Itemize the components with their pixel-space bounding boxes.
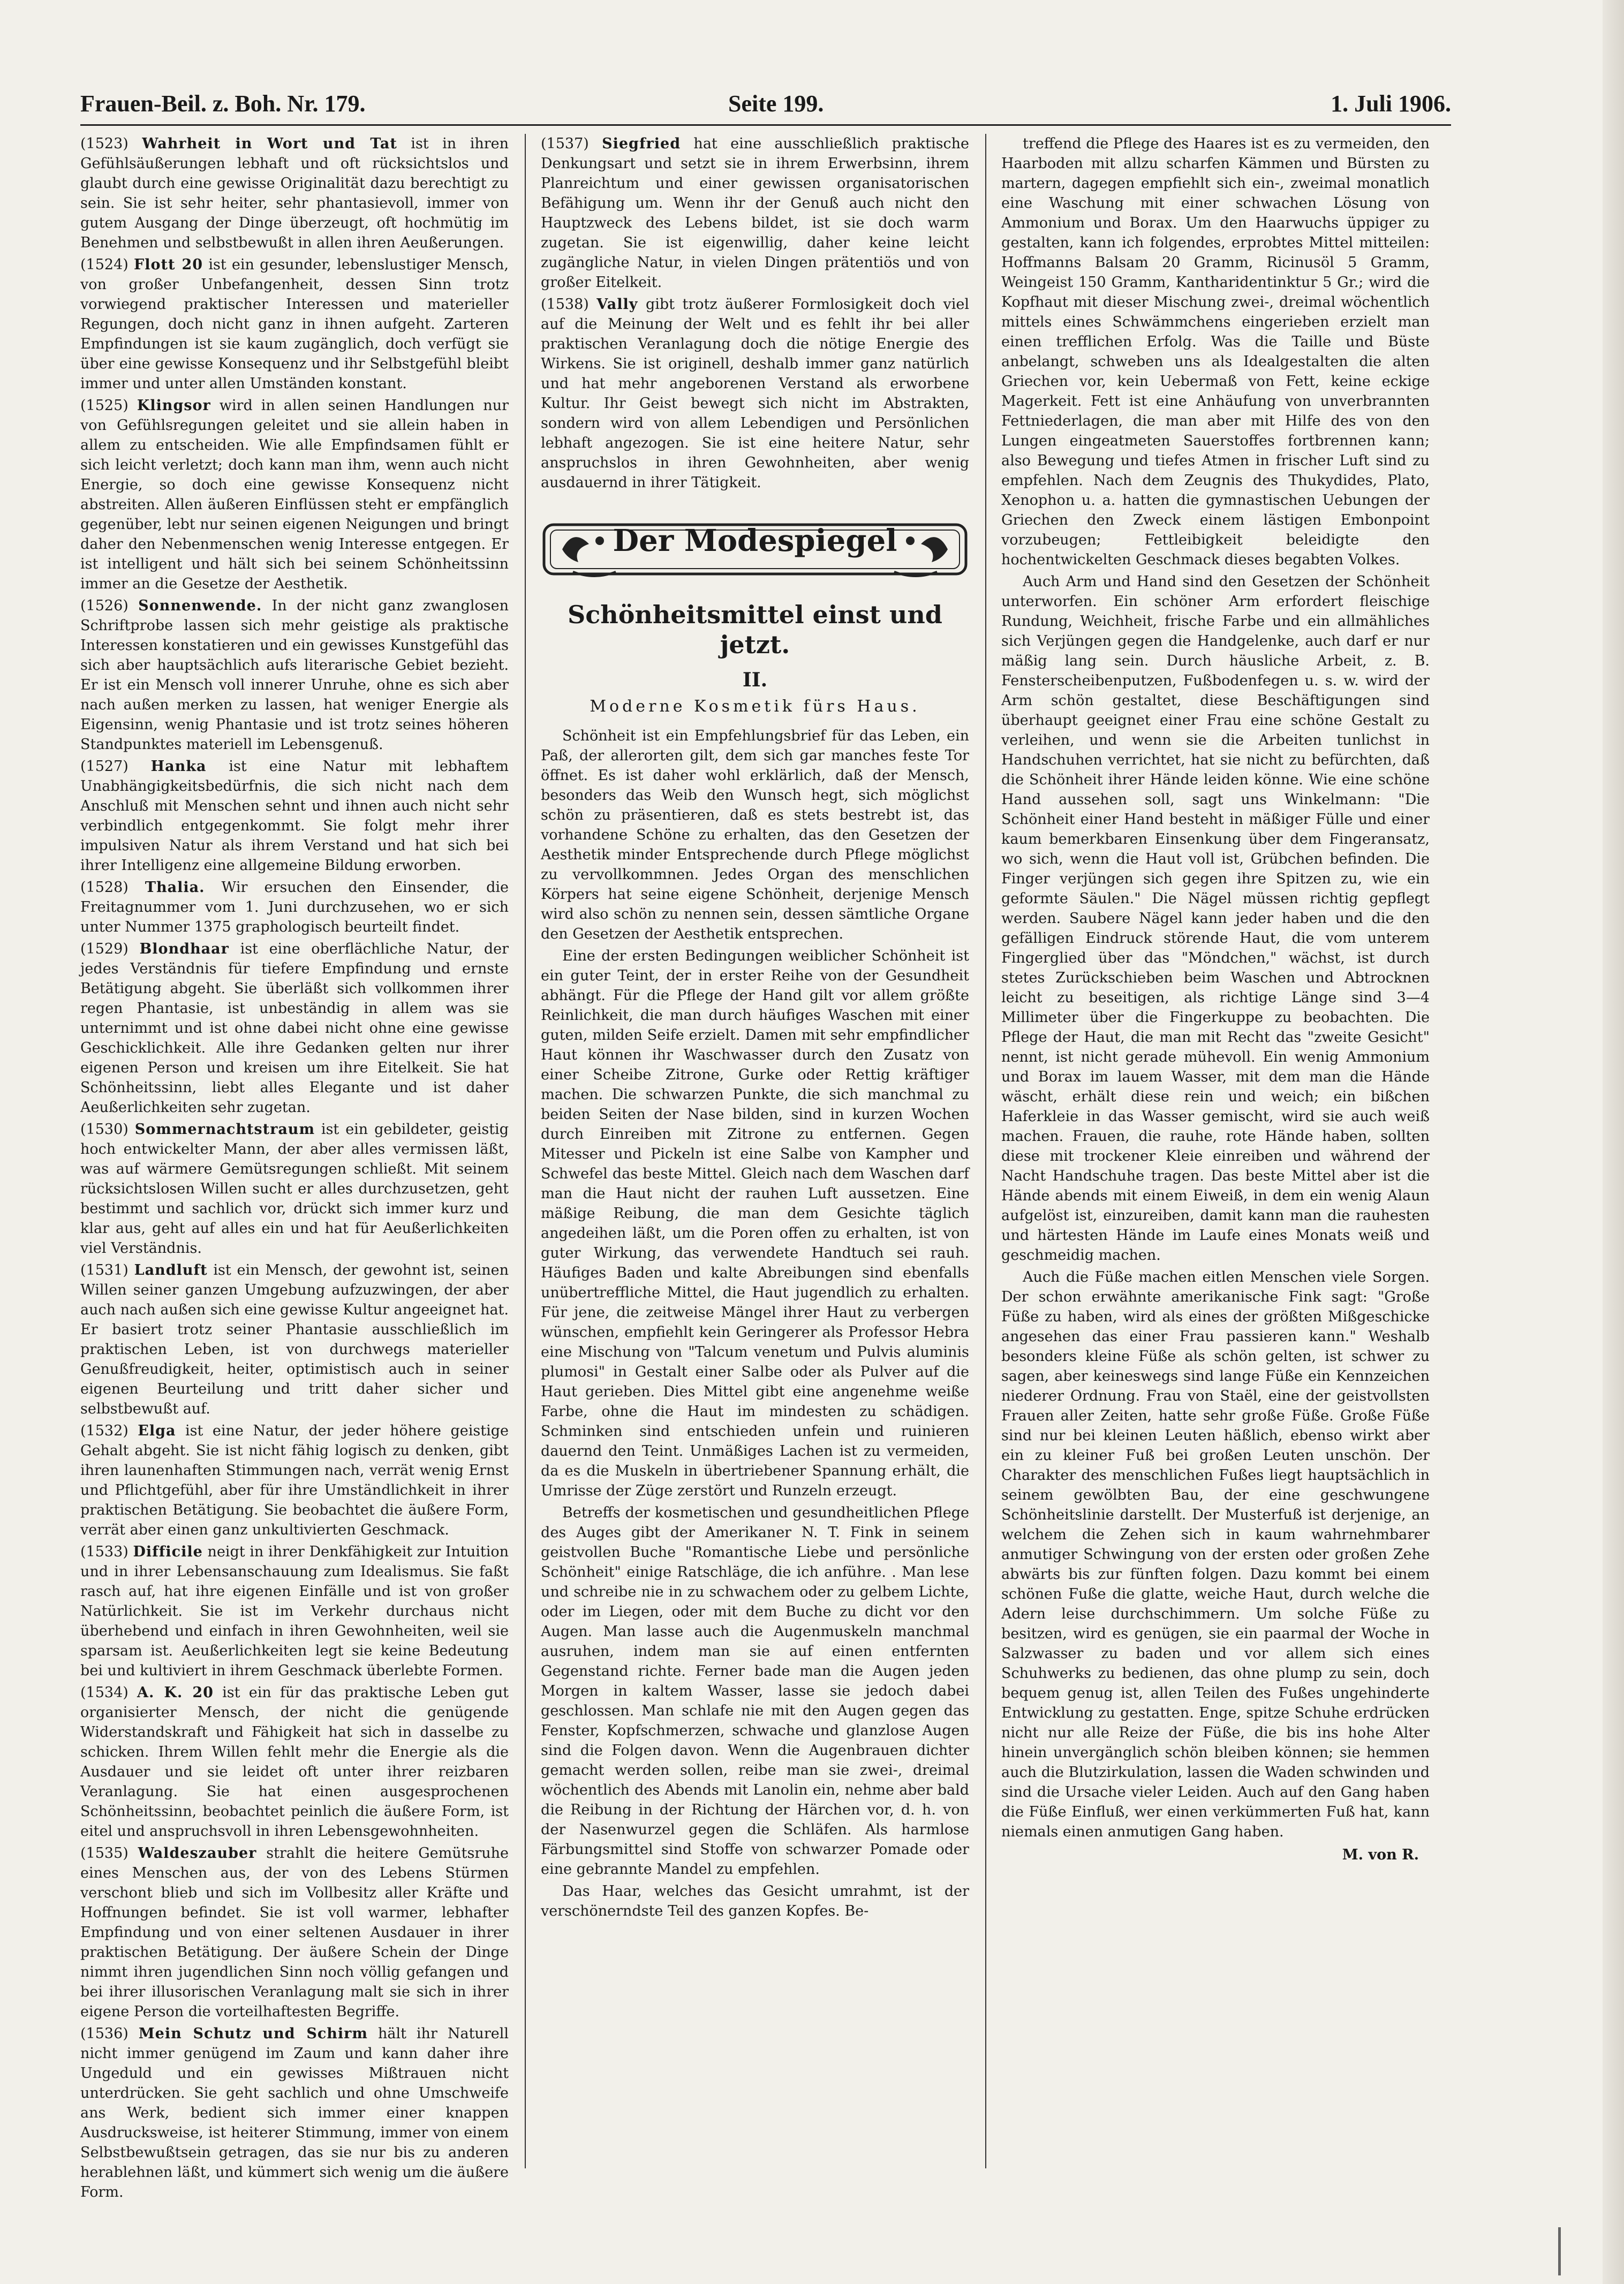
entry-number: (1535): [80, 1845, 138, 1862]
entry-text: Wir ersuchen den Einsender, die Freitagnummer vom 1. Juni durchzusehen, wo er sich unter Nummer 1375 graphologisch beurteilt findet.: [80, 879, 509, 935]
entry-keyword: Mein Schutz und Schirm: [138, 2025, 368, 2042]
graphology-entry: [80, 757, 509, 875]
entry-number: (1536): [80, 2025, 139, 2042]
entry-text: gibt trotz äußerer Formlosigkeit doch viel auf die Meinung der Welt und es fehlt ihr bei aller praktischen Veranlagung doch die nötige Energie des Wirkens. Sie ist originell, deshalb immer ganz natürlich und hat mehr angeborenen Verstand als erworbene Kultur. Ihr Geist bewegt sich nicht im Abstrakten, sondern wird von allem Lebendigen und Persönlichen lebhaft angezogen. Sie ist eine heitere Natur, sehr anspruchslos in ihren Gewohnheiten, aber wenig ausdauernd in ihrer Tätigkeit.: [541, 296, 969, 491]
entry-text: neigt in ihrer Denkfähigkeit zur Intuition und in ihrer Lebensanschauung zum Idealismus. Sie faßt rasch auf, hat ihre eigenen Einfälle und ist von großer Natürlichkeit. Sie ist im Verkehr durchaus nicht überhebend und einfach in ihren Gewohnheiten, weil sie sparsam ist. Aeußerlichkeiten legt sie keine Bedeutung bei und kultiviert in ihrem Geschmack überlebte Formen.: [80, 1544, 509, 1679]
entry-keyword: Wahrheit in Wort und Tat: [142, 135, 397, 152]
entry-number: (1537): [541, 135, 602, 152]
article-part: II.: [742, 669, 768, 691]
graphology-continuation: [541, 134, 969, 493]
entry-keyword: Difficile: [133, 1544, 203, 1560]
graphology-entry: [80, 878, 509, 937]
running-header: [80, 80, 1451, 119]
entry-text: ist ein gesunder, lebenslustiger Mensch, von großer Unbefangenheit, dessen Sinn trotz vorwiegend praktischer Interessen und materieller Regungen, doch nicht ganz in ihnen aufgeht. Zarteren Empfindungen ist sie kaum zugänglich, doch verfügt sie über eine gewisse Konsequenz und ihr Selbstgefühl bleibt immer und unter allen Umständen konstant.: [80, 256, 509, 392]
graphology-entry: [80, 2024, 509, 2202]
entry-keyword: Flott 20: [134, 256, 203, 273]
graphology-entry: [80, 1683, 509, 1841]
article-paragraph: Auch die Füße machen eitlen Menschen viele Sorgen. Der schon erwähnte amerikanische Fink sagt: "Große Füße zu haben, wird als eines der größten Mißgeschicke angesehen das einer Frau passieren kann." Weshalb besonders kleine Füße als schön gelten, ist schwer zu sagen, aber keineswegs sind lange Füße ein Kennzeichen niederer Ordnung. Frau von Staël, eine der geistvollsten Frauen aller Zeiten, hatte sehr große Füße. Große Füße sind nur bei kleinen Leuten häßlich, ebenso wirkt aber ein zu kleiner Fuß bei großen Leuten unschön. Der Charakter des menschlichen Fußes liegt hauptsächlich in seinem gewölbten Bau, der eine geschwungene Schönheitslinie darstellt. Der Musterfuß ist derjenige, an welchem die Zehen sich in kaum wahrnehmbarer anmutiger Schwingung von der ersten oder großen Zehe abwärts bis zur fünften folgen. Dazu kommt bei einem schönen Fuße die glatte, weiche Haut, durch welche die Adern leise durchschimmern. Um solche Füße zu besitzen, wird es genügen, sie ein paarmal der Woche in Salzwasser zu baden und vor allem sich eines Schuhwerks zu bedienen, das ohne plump zu sein, doch bequem genug ist, allen Teilen des Fußes ungehinderte Entwicklung zu gestatten. Enge, spitze Schuhe erdrücken nicht nur alle Reize der Füße, die bis ins hohe Alter hinein unvergänglich schön bleiben können; sie hemmen auch die Blutzirkulation, lassen die Waden schwinden und sind die Ursache vieler Leiden. Auch auf den Gang haben die Füße Einfluß, wer einen verkümmerten Fuß hat, kann niemals einen anmutigen Gang haben.: [1001, 1269, 1430, 1840]
article-body-center: [541, 726, 969, 1921]
banner-title: Der Modespiegel: [613, 523, 897, 558]
entry-number: (1523): [80, 135, 142, 152]
entry-number: (1529): [80, 941, 140, 957]
article-body-right: [1001, 134, 1430, 1842]
modespiegel-banner: [541, 514, 969, 584]
entry-keyword: Thalia.: [145, 879, 205, 896]
entry-keyword: Elga: [138, 1423, 176, 1439]
entry-text: ist eine Natur mit lebhaftem Unabhängigkeitsbedürfnis, die sich nicht nach dem Anschluß mit Menschen sehnt und ihnen auch nicht sehr verbindlich entgegenkommt. Sie folgt mehr ihrer impulsiven Natur als ihrem Verstand und hat sich bei ihrer Intelligenz eine allgemeine Bildung erworben.: [80, 758, 509, 874]
graphology-entry: [80, 396, 509, 594]
graphology-entry: [80, 1421, 509, 1540]
article-paragraph: Eine der ersten Bedingungen weiblicher Schönheit ist ein guter Teint, der in erster Reihe von der Gesundheit abhängt. Für die Pflege der Hand gilt vor allem größte Reinlichkeit, die man durch häufiges Waschen mit einer guten, milden Seife erzielt. Damen mit sehr empfindlicher Haut können ihr Waschwasser durch den Zusatz von einer Scheibe Zitrone, Gurke oder Rettig kräftiger machen. Die schwarzen Punkte, die sich manchmal zu beiden Seiten der Nase bilden, sind in kurzen Wochen durch Einreiben mit Zitrone zu entfernen. Gegen Mitesser und Pickeln ist eine Salbe von Kampher und Schwefel das beste Mittel. Gleich nach dem Waschen darf man die Haut nicht der rauhen Luft aussetzen. Eine mäßige Reibung, die man dem Gesichte täglich angedeihen läßt, um die Poren offen zu erhalten, ist von guter Wirkung, das verwendete Handtuch sei rauh. Häufiges Baden und kalte Abreibungen sind ebenfalls unübertreffliche Mittel, die Haut jugendlich zu erhalten. Für jene, die zeitweise Mängel ihrer Haut zu verbergen wünschen, empfiehlt kein Geringerer als Professor Hebra eine Mischung von "Talcum venetum und Pulvis aluminis plumosi" in Gestalt einer Salbe oder als Pulver auf die Haut gerieben. Dies Mittel gibt eine angenehme weiße Farbe, ohne die Haut im mindesten zu schädigen. Schminken sind entschieden unfein und ruinieren dauernd den Teint. Unmäßiges Lachen ist zu vermeiden, da es die Muskeln in übertriebener Spannung erhält, die Umrisse der Züge zerstört und Runzeln erzeugt.: [541, 948, 969, 1499]
header-left: Frauen-Beil. z. Boh. Nr. 179.: [80, 90, 366, 117]
entry-number: (1524): [80, 256, 134, 273]
entry-keyword: Hanka: [150, 758, 207, 775]
entry-text: ist ein Mensch, der gewohnt ist, seinen Willen seiner ganzen Umgebung aufzuzwingen, der aber auch nach außen sich eine gewisse Kultur angeeignet hat. Er basiert trotz seiner Phantasie ausschließlich im praktischen Leben, ist von durchwegs materieller Genußfreudigkeit, heiter, optimistisch auch in seiner eigenen Beurteilung und tritt daher sicher und selbstbewußt auf.: [80, 1262, 509, 1417]
entry-number: (1533): [80, 1544, 133, 1560]
entry-number: (1530): [80, 1121, 135, 1138]
graphology-entry: [541, 294, 969, 493]
entry-text: hält ihr Naturell nicht immer genügend im Zaum und kann daher ihre Ungeduld und ein gewisses Mißtrauen nicht unterdrücken. Sie geht sachlich und ohne Umschweife ans Werk, bedient sich immer einer knappen Ausdrucksweise, ist heiterer Stimmung, immer von einem Selbstbewußtsein getragen, das sie nur bis zu anderen herablehnen läßt, und kümmert sich wenig um die äußere Form.: [80, 2025, 509, 2200]
column-center: [541, 134, 969, 1923]
header-right: 1. Juli 1906.: [1331, 90, 1451, 117]
entry-text: ist ein für das praktische Leben gut organisierter Mensch, der nicht die genügende Widerstandskraft und Fähigkeit hat sich in dasselbe zu schicken. Ihrem Willen fehlt mehr die Energie als die Ausdauer und sie leidet oft unter ihrer reizbaren Veranlagung. Sie hat einen ausgesprochenen Schönheitssinn, beobachtet peinlich die äußere Form, ist eitel und anspruchsvoll in ihren Lebensgewohnheiten.: [80, 1684, 509, 1840]
entry-text: In der nicht ganz zwanglosen Schriftprobe lassen sich mehr geistige als praktische Interessen konstatieren und ein gewisses Kunstgefühl das sich aber hauptsächlich aufs literarische Gebiet bezieht. Er ist ein Mensch voll innerer Unruhe, ohne es sich aber nach außen merken zu lassen, hat weniger Energie als Eigensinn, wenig Phantasie und ist trotz seines höheren Standpunktes materiell im Lebensgenuß.: [80, 598, 509, 753]
article-title: Schönheitsmittel einst und jetzt.: [568, 600, 942, 659]
entry-text: strahlt die heitere Gemütsruhe eines Menschen aus, der von des Lebens Stürmen verschont blieb und sich im Vollbesitz aller Kräfte und Hoffnungen befindet. Sie ist voll warmer, lebhafter Empfindung und von einer seltenen Ausdauer in ihrer praktischen Betätigung. Der äußere Schein der Dinge nimmt ihren jugendlichen Sinn noch völlig gefangen und bei ihrer illusorischen Veranlagung malt sie sich in ihrer eigene Person die vorteilhaftesten Begriffe.: [80, 1845, 509, 2020]
entry-text: ist in ihren Gefühlsäußerungen lebhaft und oft rücksichtslos und glaubt durch eine gewisse Originalität dazu berechtigt zu sein. Sie ist sehr heiter, sehr phantasievoll, immer von gutem Ausgang der Dinge überzeugt, oft hochmütig im Benehmen und selbstbewußt in allen ihren Aeußerungen.: [80, 135, 509, 251]
graphology-entry: [80, 1260, 509, 1419]
entry-number: (1528): [80, 879, 145, 896]
graphology-entry: [80, 939, 509, 1117]
graphology-entry: [80, 255, 509, 394]
entry-text: ist eine oberflächliche Natur, der jedes Verständnis für tiefere Empfindung und ernste Betätigung abgeht. Sie überläßt sich vollkommen ihrer regen Phantasie, ist unbeständig in allem was sie unternimmt und ist ohne dabei nicht ohne eine gewisse Geschicklichkeit. Alle ihre Gedanken gelten nur ihrer eigenen Person und kreisen um ihre Eitelkeit. Sie hat Schönheitssinn, liebt alles Elegante und ist daher Aeußerlichkeiten sehr zugetan.: [80, 941, 509, 1116]
entry-text: hat eine ausschließlich praktische Denkungsart und setzt sie in ihrem Erwerbsinn, ihrem Planreichtum und einer gewissen organisatorischen Befähigung um. Wenn ihr der Genuß auch nicht den Hauptzweck des Lebens bildet, ist sie doch warm zugetan. Sie ist eigenwillig, daher keine leicht zugängliche Natur, in vielen Dingen prätentiös und von großer Eitelkeit.: [541, 135, 969, 291]
article-paragraph: Auch Arm und Hand sind den Gesetzen der Schönheit unterworfen. Ein schöner Arm erfordert fleischige Rundung, Weichheit, frische Farbe und ein allmähliches sich Verjüngen gegen die Handgelenke, auch darf er nur mäßig lang sein. Durch häusliche Arbeit, z. B. Fensterscheibenputzen, Fußbodenfegen u. s. w. wird der Arm schön gestaltet, diese Beschäftigungen sind überhaupt geeignet einer Frau eine schöne Gestalt zu verleihen, und wenn sie die Arbeiten tunlichst in Handschuhen verrichtet, hat sie nicht zu befürchten, daß die Schönheit ihrer Hände leiden könne. Wie eine schöne Hand aussehen soll, sagt uns Winkelmann: "Die Schönheit einer Hand besteht in mäßiger Fülle und einer kaum bemerkbaren Einsenkung über dem Fingeransatz, wo sich, wenn die Haut voll ist, Grübchen befinden. Die Finger verjüngen sich gegen ihre Spitzen zu, wie ein geformte Säulen." Die Nägel müssen richtig gepflegt werden. Saubere Nägel kann jeder haben und die den gefälligen Eindruck störende Haut, die vom unterem Fingerglied über das "Möndchen," wächst, ist durch stetes Zurückschieben beim Waschen und Abtrocknen leicht zu beseitigen, als richtige Länge sind 3—4 Millimeter über die Fingerkuppe zu beobachten. Die Pflege der Haut, die man mit Recht das "zweite Gesicht" nennt, ist nicht gerade mühevoll. Ein wenig Ammonium und Borax im lauem Wasser, mit dem man die Hände wäscht, erhält diese rein und weich; ein bißchen Haferkleie in das Wasser gemischt, wird sie auch weiß machen. Frauen, die rauhe, rote Hände haben, sollten diese mit trockener Kleie einreiben und während der Nacht Handschuhe tragen. Das beste Mittel aber ist die Hände abends mit einem Eiweiß, in dem ein wenig Alaun aufgelöst ist, einzureiben, damit kann man die rauhesten und härtesten Hände im Laufe eines Monats weiß und geschmeidig machen.: [1001, 573, 1430, 1264]
graphology-entry: [541, 134, 969, 292]
entry-number: (1526): [80, 598, 139, 614]
article-paragraph: Das Haar, welches das Gesicht umrahmt, ist der verschönerndste Teil des ganzen Kopfes. Be-: [541, 1883, 969, 1919]
entry-number: (1531): [80, 1262, 134, 1279]
entry-keyword: A. K. 20: [137, 1684, 214, 1701]
entry-text: ist eine Natur, der jeder höhere geistige Gehalt abgeht. Sie ist nicht fähig logisch zu denken, gibt ihren launenhaften Stimmungen nach, verrät wenig Ernst und Pflichtgefühl, aber für ihre Umständlichkeit in ihrer praktischen Betätigung. Sie beobachtet die äußere Form, verrät aber einen ganz unkultivierten Geschmack.: [80, 1423, 509, 1538]
column-rule-2: [985, 134, 986, 2168]
entry-keyword: Landluft: [134, 1262, 208, 1279]
column-right: [1001, 134, 1430, 1865]
entry-number: (1534): [80, 1684, 138, 1701]
header-center: Seite 199.: [728, 90, 824, 117]
entry-keyword: Blondhaar: [139, 941, 229, 957]
graphology-entry: [80, 134, 509, 253]
entry-keyword: Klingsor: [137, 397, 211, 414]
entry-number: (1532): [80, 1423, 138, 1439]
column-graphology-1: [80, 134, 509, 2204]
entry-number: (1538): [541, 296, 597, 313]
entry-text: wird in allen seinen Handlungen nur von Gefühlsregungen geleitet und sie allein haben in allem zu entscheiden. Wie alle Empfindsamen fühlt er sich leicht verletzt; doch kann man ihm, wenn auch nicht Energie, so doch eine gewisse Konsequenz nicht abstreiten. Allen äußeren Einflüssen steht er empfänglich gegenüber, lebt nur seinen eigenen Neigungen und bringt daher den Nebenmenschen wenig Interesse entgegen. Er ist intelligent und hält sich bei seinem Schönheitssinn immer an die Gesetze der Aesthetik.: [80, 397, 509, 592]
entry-keyword: Sonnenwende.: [138, 598, 262, 614]
article-signature: M. von R.: [1342, 1847, 1419, 1863]
column-rule-1: [525, 134, 526, 2168]
entry-keyword: Vally: [596, 296, 638, 313]
entry-keyword: Waldeszauber: [138, 1845, 257, 1862]
entry-keyword: Siegfried: [602, 135, 681, 152]
article-paragraph: Betreffs der kosmetischen und gesundheitlichen Pflege des Auges gibt der Amerikaner N. T. Fink in seinem geistvollen Buche "Romantische Liebe und persönliche Schönheit" einige Ratschläge, die ich anführe. . Man lese und schreibe nie in zu schwachem oder zu gelbem Lichte, oder im Liegen, oder mit dem Buche zu dicht vor den Augen. Man lasse auch die Augenmuskeln manchmal ausruhen, indem man sie auf einen entfernten Gegenstand richte. Ferner bade man die Augen jeden Morgen in kaltem Wasser, lasse sie jedoch dabei geschlossen. Man schlafe nie mit den Augen gegen das Fenster, Kopfschmerzen, schwache und glanzlose Augen sind die Folgen davon. Wenn die Augenbrauen dichter gemacht werden sollen, reibe man sie zwei-, dreimal wöchentlich des Abends mit Lanolin ein, nehme aber bald die Reibung in der Richtung der Härchen vor, d. h. von der Nasenwurzel gegen die Schläfen. Als harmlose Färbungsmittel sind Stoffe von schwarzer Pomade oder eine gebrannte Mandel zu empfehlen.: [541, 1504, 969, 1878]
graphology-entry: [80, 596, 509, 754]
article-paragraph: Schönheit ist ein Empfehlungsbrief für das Leben, ein Paß, der allerorten gilt, dem sich gar manches feste Tor öffnet. Es ist daher wohl erklärlich, daß der Mensch, besonders das Weib den Wunsch hegt, sich möglichst schön zu präsentieren, daß es stets bestrebt ist, das vorhandene Schöne zu erhalten, das den Gesetzen der Aesthetik minder Entsprechende durch Pflege möglichst zu vervollkommnen. Jedes Organ des menschlichen Körpers hat seine eigene Schönheit, derjenige Mensch wird also schön zu nennen sein, dessen sämtliche Organe den Gesetzen der Aesthetik entsprechen.: [541, 728, 969, 942]
newspaper-page: [80, 80, 1451, 2200]
page-edge: [1603, 0, 1624, 2284]
entry-text: ist ein gebildeter, geistig hoch entwickelter Mann, der aber alles vermissen läßt, was auf wärmere Gemütsregungen schließt. Mit seinem rücksichtslosen Willen sucht er alles durchzusetzen, geht bestimmt und sachlich vor, drückt sich immer kurz und klar aus, geht auf alles ein und hat für Aeußerlichkeiten viel Verständnis.: [80, 1121, 509, 1257]
graphology-entry: [80, 1120, 509, 1258]
header-rule: [80, 124, 1451, 126]
entry-number: (1525): [80, 397, 137, 414]
margin-mark: [1558, 2227, 1561, 2275]
article-subtitle: Moderne Kosmetik fürs Haus.: [590, 697, 920, 716]
article-paragraph: treffend die Pflege des Haares ist es zu vermeiden, den Haarboden mit allzu scharfen Kämmen und Bürsten zu martern, dagegen empfiehlt sich ein-, zweimal monatlich eine Waschung mit einer schwachen Lösung von Ammonium und Borax. Um den Haarwuchs üppiger zu gestalten, kann ich folgendes, erprobtes Mittel mitteilen: Hoffmanns Balsam 20 Gramm, Ricinusöl 5 Gramm, Weingeist 150 Gramm, Kantharidentinktur 5 Gr.; wird die Kopfhaut mit dieser Mischung zwei-, dreimal wöchentlich mittels eines Schwämmchens eingerieben erzielt man einen trefflichen Erfolg. Was die Taille und Büste anbelangt, schweben uns als Idealgestalten die alten Griechen vor, kein Uebermaß von Fett, keine eckige Magerkeit. Fett ist eine Anhäufung von unverbrannten Fettniederlagen, die man aber mit Hilfe des von den Lungen eingeatmeten Sauerstoffes fortbrennen kann; also Bewegung und tiefes Atmen in frischer Luft sind zu empfehlen. Nach dem Zeugnis des Thukydides, Plato, Xenophon u. a. hatten die gymnastischen Uebungen der Griechen den Zweck einem lästigen Embonpoint vorzubeugen; Fettleibigkeit beleidigte den hochentwickelten Geschmack dieses begabten Volkes.: [1001, 135, 1430, 568]
entry-keyword: Sommernachtstraum: [134, 1121, 315, 1138]
graphology-entry: [80, 1542, 509, 1681]
entry-number: (1527): [80, 758, 151, 775]
graphology-entry: [80, 1843, 509, 2022]
